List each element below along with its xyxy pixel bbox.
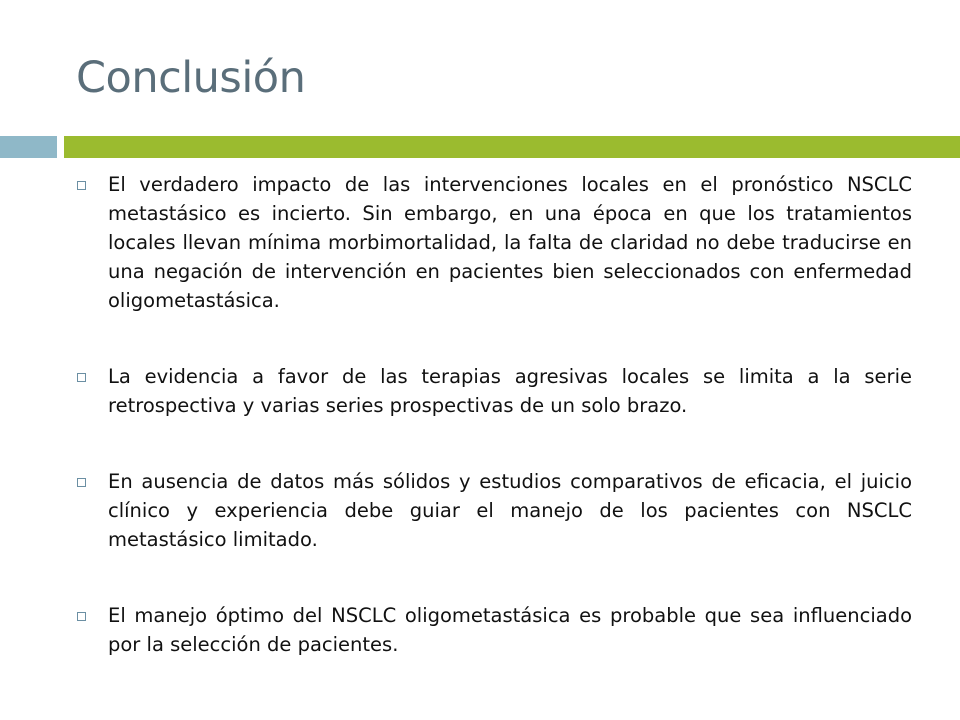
hollow-square-icon [77,181,86,190]
bullet-text: En ausencia de datos más sólidos y estudios comparativos de eficacia, el juicio clínico y experiencia debe guiar el manejo de los pacientes con NSCLC metastásico limitado. [108,470,912,551]
hollow-square-icon [77,373,86,382]
bullet-item [72,467,912,554]
bullet-item [72,170,912,315]
bullet-list [72,170,912,659]
hollow-square-icon [77,478,86,487]
bullet-item [72,362,912,420]
bullet-text: El manejo óptimo del NSCLC oligometastásica es probable que sea influenciado por la selección de pacientes. [108,604,912,656]
slide-title: Conclusión [76,53,306,103]
bullet-text: El verdadero impacto de las intervenciones locales en el pronóstico NSCLC metastásico es incierto. Sin embargo, en una época en que los tratamientos locales llevan mínima morbimortalidad, la falta de claridad no debe traducirse en una negación de intervención en pacientes bien seleccionados con enfermedad oligometastásica. [108,173,912,312]
title-accent-bar-right [64,136,960,158]
hollow-square-icon [77,612,86,621]
bullet-text: La evidencia a favor de las terapias agresivas locales se limita a la serie retrospectiva y varias series prospectivas de un solo brazo. [108,365,912,417]
title-accent-bar-left [0,136,57,158]
bullet-item [72,601,912,659]
